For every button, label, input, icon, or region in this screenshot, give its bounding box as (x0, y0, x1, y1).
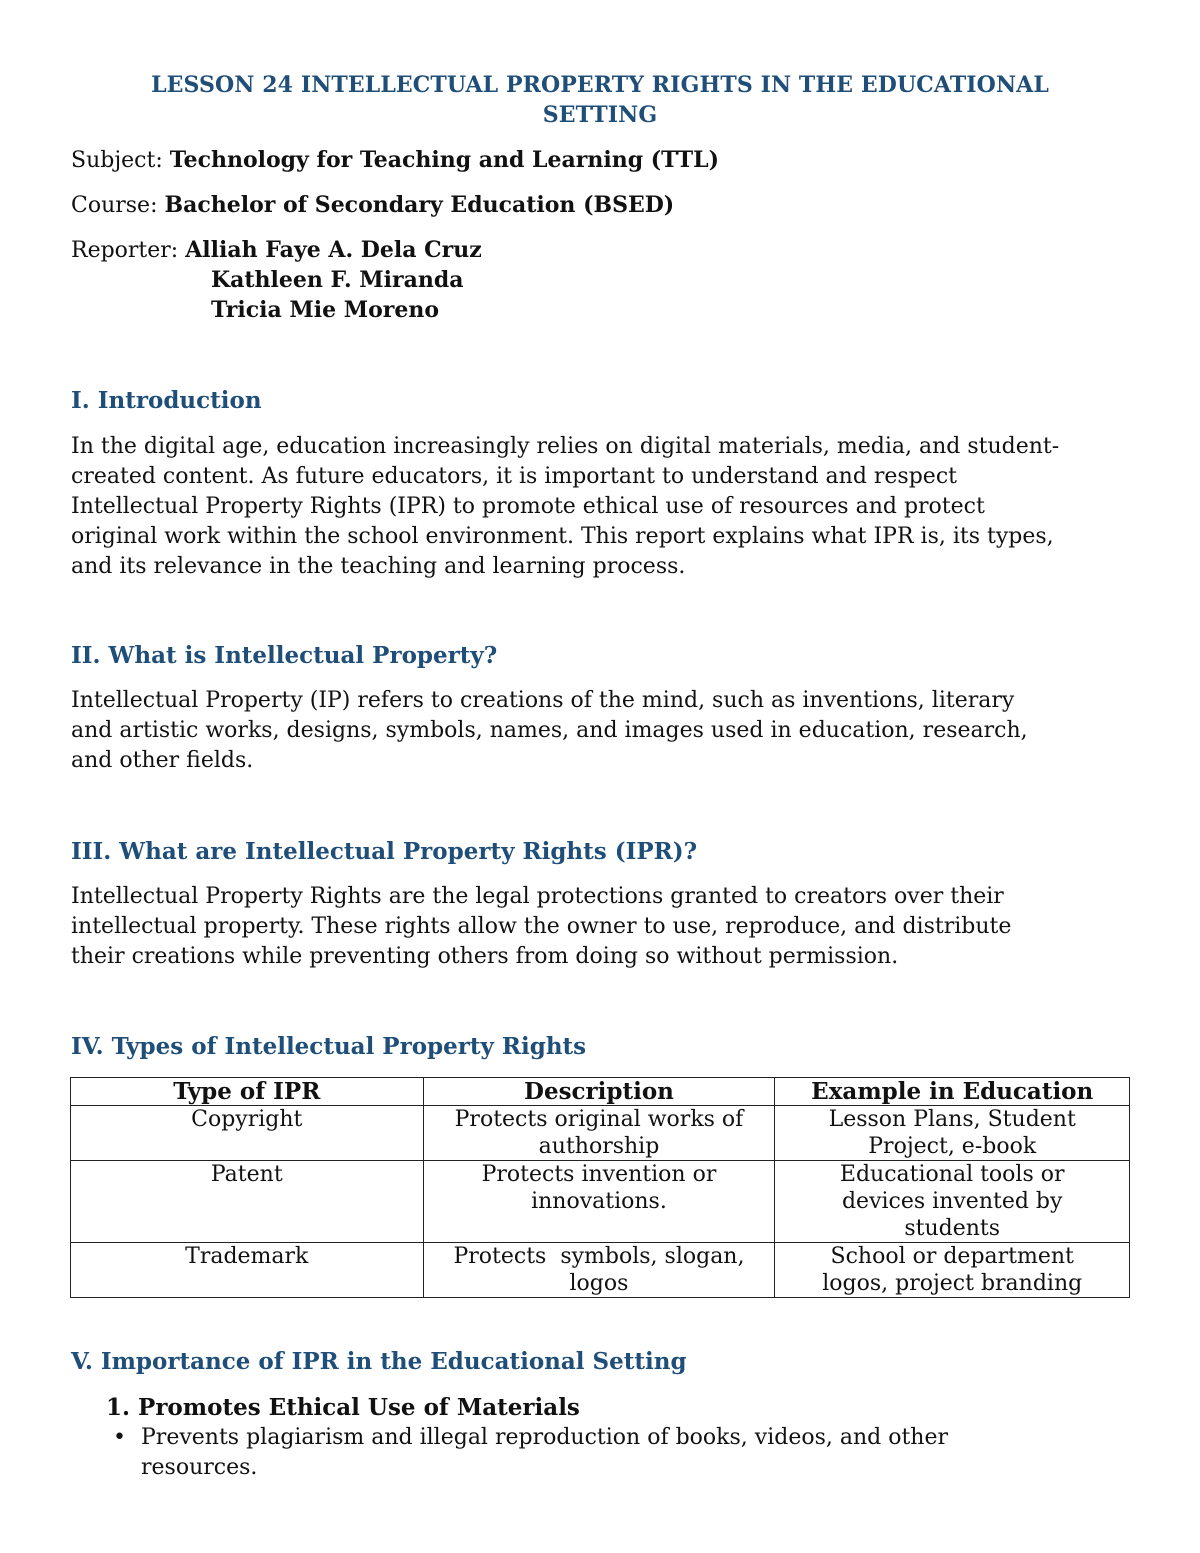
paragraph-line: and its relevance in the teaching and learning process. (71, 554, 686, 579)
reporter-name-2: Kathleen F. Miranda (211, 267, 464, 293)
paragraph-line: Intellectual Property Rights are the legal protections granted to creators over their (71, 884, 1004, 909)
cell-line: Educational tools or (839, 1162, 1065, 1187)
subject-value: Technology for Teaching and Learning (TTL) (169, 147, 720, 173)
cell-line: Lesson Plans, Student (828, 1107, 1076, 1132)
title-line-1: LESSON 24 INTELLECTUAL PROPERTY RIGHTS IN THE EDUCATIONAL (151, 72, 1049, 98)
cell-example (775, 1243, 1130, 1298)
cell-type: Trademark (71, 1243, 424, 1298)
table-row (71, 1161, 1130, 1243)
cell-example (775, 1106, 1130, 1161)
title-line-2: SETTING (542, 102, 658, 128)
document-title (100, 70, 1100, 130)
paragraph-line: Intellectual Property (IP) refers to creations of the mind, such as inventions, literary (71, 688, 1015, 713)
column-header-description: Description (423, 1078, 775, 1106)
reporter-line (71, 235, 482, 266)
paragraph-line: Intellectual Property Rights (IPR) to promote ethical use of resources and protect (71, 494, 985, 519)
cell-description (423, 1243, 775, 1298)
paragraph-line: original work within the school environment. This report explains what IPR is, its types, (71, 524, 1054, 549)
section-heading-types-of-ipr: IV. Types of Intellectual Property Rights (71, 1033, 587, 1060)
paragraph-line: In the digital age, education increasingly relies on digital materials, media, and student- (71, 434, 1060, 459)
introduction-paragraph (71, 432, 1141, 582)
reporter-name-3: Tricia Mie Moreno (211, 297, 440, 323)
course-value: Bachelor of Secondary Education (BSED) (164, 192, 675, 218)
paragraph-line: and artistic works, designs, symbols, names, and images used in education, research, (71, 718, 1028, 743)
cell-line: Protects invention or (481, 1162, 717, 1187)
bullet-item (141, 1423, 1131, 1483)
reporter-label: Reporter: (71, 238, 186, 263)
paragraph-line: their creations while preventing others from doing so without permission. (71, 944, 899, 969)
column-header-type: Type of IPR (71, 1078, 424, 1106)
subject-label: Subject: (71, 148, 170, 173)
cell-line: Protects original works of (454, 1107, 744, 1132)
bullet-line: resources. (141, 1455, 258, 1480)
section-heading-introduction: I. Introduction (71, 387, 262, 414)
cell-type: Copyright (71, 1106, 424, 1161)
cell-description (423, 1161, 775, 1243)
what-is-ipr-paragraph (71, 882, 1141, 972)
cell-type: Patent (71, 1161, 424, 1243)
ipr-types-table (70, 1077, 1130, 1298)
paragraph-line: and other fields. (71, 748, 254, 773)
table-row (71, 1106, 1130, 1161)
section-heading-importance: V. Importance of IPR in the Educational Setting (71, 1348, 687, 1375)
bullet-icon: • (113, 1425, 126, 1450)
cell-line: students (904, 1216, 1001, 1241)
cell-line: authorship (538, 1134, 660, 1159)
cell-line: logos, project branding (822, 1271, 1083, 1296)
cell-line: School or department (830, 1244, 1074, 1269)
cell-line: Protects symbols, slogan, (453, 1244, 745, 1269)
column-header-example: Example in Education (775, 1078, 1130, 1106)
subject-line (71, 145, 719, 176)
table-header-row (71, 1078, 1130, 1106)
reporter-name-1: Alliah Faye A. Dela Cruz (185, 237, 482, 263)
section-heading-what-is-ip: II. What is Intellectual Property? (71, 642, 498, 669)
bullet-line: Prevents plagiarism and illegal reproduction of books, videos, and other (141, 1425, 949, 1450)
numbered-item-title: 1. Promotes Ethical Use of Materials (106, 1394, 580, 1421)
cell-line: innovations. (531, 1189, 667, 1214)
cell-description (423, 1106, 775, 1161)
what-is-ip-paragraph (71, 686, 1141, 776)
course-label: Course: (71, 193, 165, 218)
course-line (71, 190, 674, 221)
cell-line: devices invented by (841, 1189, 1063, 1214)
cell-line: logos (569, 1271, 629, 1296)
section-heading-what-is-ipr: III. What are Intellectual Property Rights (IPR)? (71, 838, 698, 865)
paragraph-line: created content. As future educators, it is important to understand and respect (71, 464, 957, 489)
table-row (71, 1243, 1130, 1298)
cell-example (775, 1161, 1130, 1243)
paragraph-line: intellectual property. These rights allow the owner to use, reproduce, and distribute (71, 914, 1012, 939)
cell-line: Project, e-book (868, 1134, 1037, 1159)
